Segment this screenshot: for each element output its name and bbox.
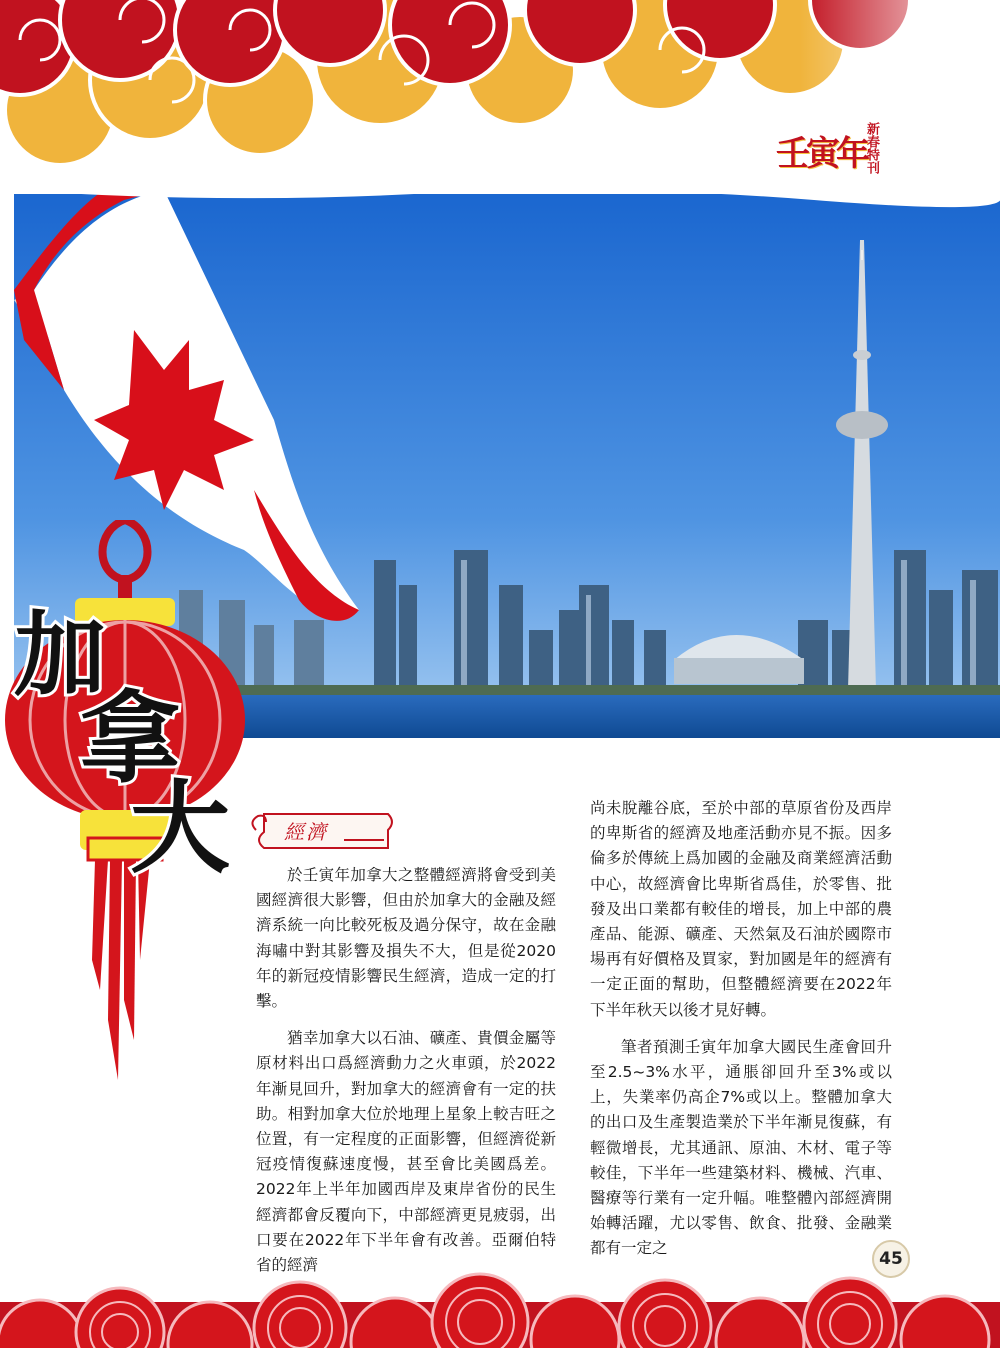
article-paragraph: 尚未脫離谷底，至於中部的草原省份及西岸的卑斯省的經濟及地產活動亦見不振。因多倫多於傳統上爲加國的金融及商業經濟活動中心，故經濟會比卑斯省爲佳，於零售、批發及出口業都有較佳的增長，加上中部的農產品、能源、礦產、天然氣及石油於國際市場再有好價格及買家，對加國是年的經濟有一定正面的幫助，但整體經濟要在2022年下半年秋天以後才見好轉。 xyxy=(590,799,892,1019)
section-label-text: 經濟 xyxy=(284,820,328,844)
new-year-special-badge xyxy=(776,118,896,188)
article-paragraph: 猶幸加拿大以石油、礦產、貴價金屬等原材料出口爲經濟動力之火車頭，於2022年漸見回升，對加拿大的經濟會有一定的扶助。相對加拿大位於地理上星象上較吉旺之位置，有一定程度的正面影響，但經濟從新冠疫情復蘇速度慢，甚至會比美國爲差。2022年上半年加國西岸及東岸省份的民生經濟都會反覆向下，中部經濟更見疲弱，出口要在2022年下半年會有改善。亞爾伯特省的經濟 xyxy=(256,1029,556,1275)
title-char-2: 拿 xyxy=(80,680,180,797)
article-column-left xyxy=(256,863,556,1290)
red-lantern-title xyxy=(0,520,260,1100)
title-char-3: 大 xyxy=(130,770,230,887)
article-paragraph: 於壬寅年加拿大之整體經濟將會受到美國經濟很大影響，但由於加拿大的金融及經濟系統一向比較死板及過分保守，故在金融海嘯中對其影響及損失不大，但是從2020年的新冠疫情影響民生經濟，造成一定的打擊。 xyxy=(256,866,556,1011)
article-paragraph: 筆者預測壬寅年加拿大國民生產會回升至2.5~3%水平，通脹卻回升至3%或以上，失業率仍高企7%或以上。整體加拿大的出口及生產製造業於下半年漸見復蘇，有輕微增長，尤其通訊、原油、木材、電子等較佳，下半年一些建築材料、機械、汽車、醫療等行業有一定升幅。唯整體內部經濟開始轉活躍，尤以零售、飲食、批發、金融業都有一定之 xyxy=(590,1037,892,1258)
title-char-1: 加 xyxy=(14,602,107,709)
article-column-right xyxy=(590,796,892,1274)
badge-main-text: 壬寅年 xyxy=(776,134,866,174)
bottom-wave-pattern xyxy=(0,1262,1000,1348)
section-label-economy xyxy=(248,808,398,854)
page-number: 45 xyxy=(872,1240,910,1278)
wave-pattern-decoration xyxy=(0,1262,1000,1348)
badge-sub-text: 新春特刊 xyxy=(864,122,879,174)
